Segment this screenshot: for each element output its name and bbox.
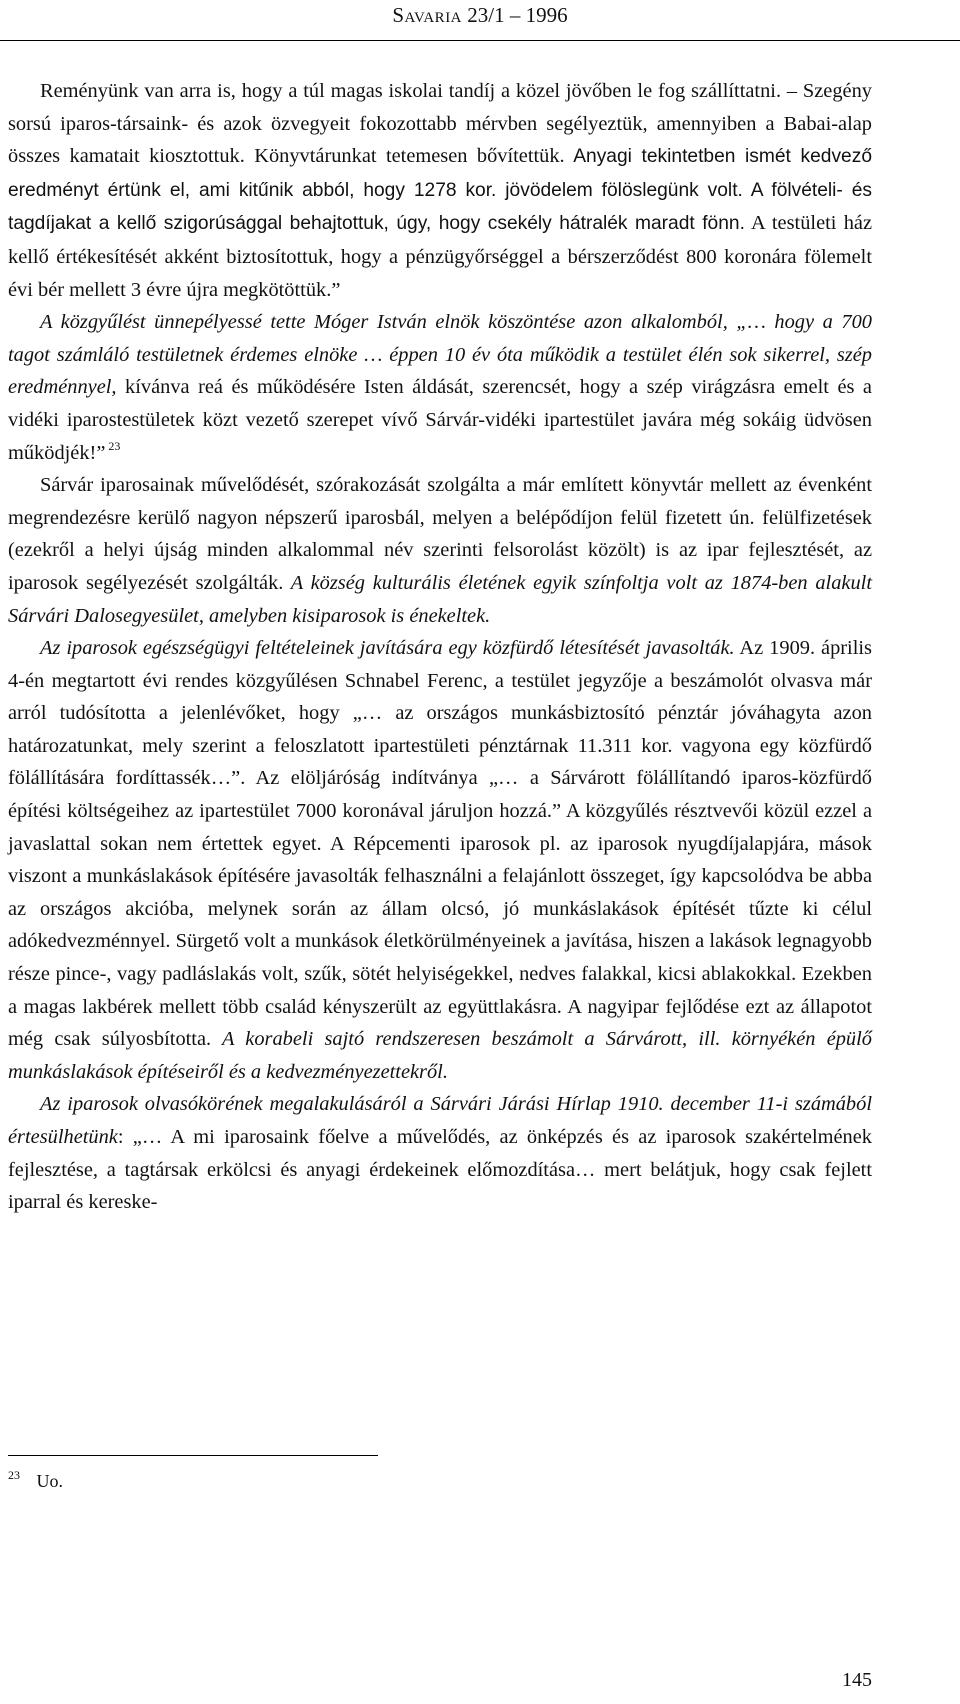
text-run: : „… A mi iparosaink főelve a művelődés, az önképzés és az iparosok szakértelmének fejlesztése, a tagtársak erkölcsi és anyagi érdekeinek előmozdítása… mert belátjuk, hogy csak fejlett iparral és kereske-	[8, 1126, 872, 1214]
text-run: A közgyűlést ünnepélyessé tette Móger István elnök köszöntése azon alkalomból, „… hogy a 700 tagot számláló testületnek érdemes elnöke … éppen 10 év óta működik a testület élén sok sikerrel, szép eredménnyel,	[8, 311, 872, 399]
text-run: Anyagi tekintetben ismét kedvező eredményt értünk el, ami kitűnik abból, hogy 1278 kor. jövödelem fölöslegünk volt. A fölvételi- és tagdíjakat a kellő szigorúsággal behajtottuk, úgy, hogy csekély hátralék maradt fönn.	[8, 146, 872, 235]
footnote-23	[8, 1466, 63, 1496]
article-body	[8, 75, 872, 1219]
paragraph	[8, 75, 872, 306]
text-run: Az iparosok egészségügyi feltételeinek javítására egy közfürdő létesítését javasolták.	[40, 637, 735, 660]
page-number: 145	[842, 1669, 872, 1691]
footnote-rule	[8, 1455, 378, 1456]
paragraph	[8, 306, 872, 469]
text-run: Sárvár iparosainak művelődését, szórakozását szolgálta a már említett könyvtár mellett az évenként megrendezésre kerülő nagyon népszerű iparosbál, melyen a belépődíjon felül fizetett ún. felülfizetések (ezekről a helyi újság minden alkalommal név szerinti felsorolást közölt) is az ipar fejlesztését, az iparosok segélyezését szolgálták.	[8, 474, 872, 594]
journal-volume: 23/1	[467, 3, 505, 27]
paragraph	[8, 1088, 872, 1218]
footnote-text: Uo.	[36, 1471, 63, 1491]
text-run: A község kulturális életének egyik színfoltja volt az 1874-ben alakult Sárvári Dalosegyesület, amelyben kisiparosok is énekeltek.	[8, 571, 872, 627]
journal-name: Savaria	[392, 3, 463, 27]
text-run: A korabeli sajtó rendszeresen beszámolt a Sárvárott, ill. környékén épülő munkáslakások építéseiről és a kedvezményezettekről.	[8, 1028, 872, 1083]
footnote-number: 23	[8, 1468, 20, 1482]
paragraph	[8, 632, 872, 1088]
text-run: Reményünk van arra is, hogy a túl magas iskolai tandíj a közel jövőben le fog szállíttatni. – Szegény sorsú iparos-társaink- és azok özvegyeit fokozottabb mérvben segélyeztük, amennyiben a Babai-alap összes kamatait kiosztottuk. Könyvtárunkat tetemesen bővítettük.	[8, 80, 872, 168]
text-run: A testületi ház kellő értékesítését akként biztosítottuk, hogy a pénzügyőrséggel a bérszerződést 800 koronára fölemelt évi bér mellett 3 évre újra megkötöttük.”	[8, 212, 872, 301]
header-dash: –	[509, 3, 521, 27]
text-run: Az iparosok olvasókörének megalakulásáról a Sárvári Járási Hírlap 1910. december 11-i számából értesülhetünk	[8, 1093, 872, 1148]
journal-year: 1996	[525, 3, 568, 27]
text-run: Az 1909. április 4-én megtartott évi rendes közgyűlésen Schnabel Ferenc, a testület jegyzője a beszámolót olvasva már arról tudósította a jelenlévőket, hogy „… az országos munkásbiztosító pénztár jóváhagyta azon határozatunkat, mely szerint a feloszlatott ipartestületi pénztárnak 11.311 kor. vagyona egy közfürdő fölállítására fordíttassék…”. Az elöljáróság indítványa „… a Sárvárott fölállítandó iparos-közfürdő építési költségeihez az ipartestület 7000 koronával járuljon hozzá.” A közgyűlés résztvevői közül ezzel a javaslattal sokan nem értettek egyet. A Répcementi iparosok pl. az iparosok nyugdíjalapjára, mások viszont a munkáslakások építésére javasolták felhasználni a felajánlott összeget, így kapcsolódva be abba az országos akcióba, melynek során az állam olcsó, jó munkáslakások építését tűzte ki célul adókedvezménnyel. Sürgető volt a munkások életkörülményeinek a javítása, hiszen a lakások legnagyobb része pince-, vagy padláslakás volt, szűk, sötét helyiségekkel, nedves falakkal, kicsi ablakokkal. Ezekben a magas lakbérek mellett több család kényszerült az együttlakásra. A nagyipar fejlődése ezt az állapotot még csak súlyosbította.	[8, 637, 872, 1051]
paragraph	[8, 469, 872, 632]
text-run: kívánva reá és működésére Isten áldását, szerencsét, hogy a szép virágzásra emelt és a vidéki iparostestületek közt vezető szerepet vívő Sárvár-vidéki ipartestület javára még sokáig üdvösen működjék!”	[8, 376, 872, 464]
footnote-reference: 23	[105, 438, 121, 453]
running-header	[0, 0, 960, 41]
